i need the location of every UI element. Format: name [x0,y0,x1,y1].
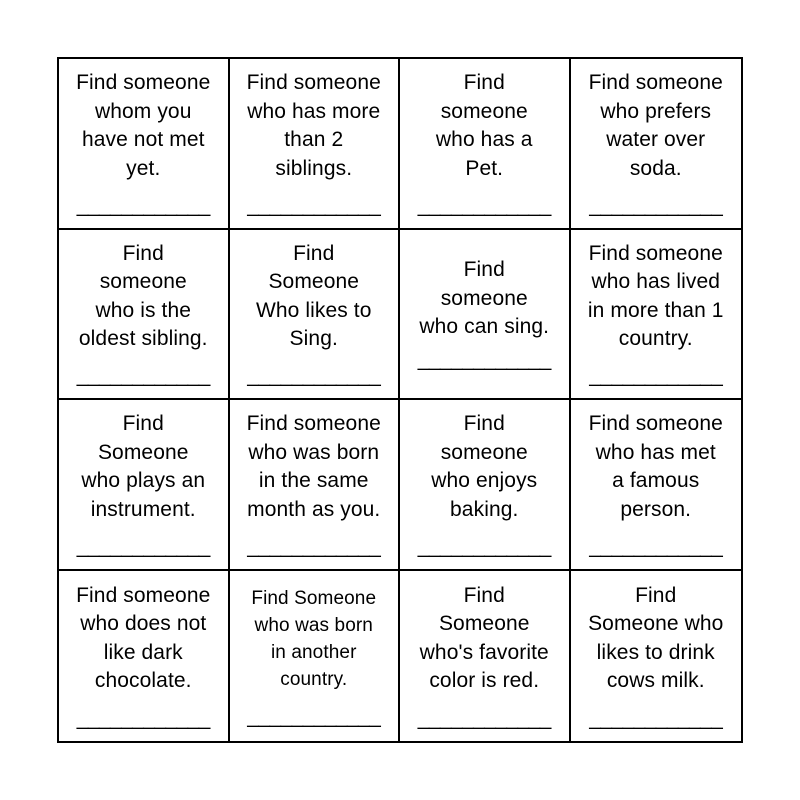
cell-prompt: Find someone whom you have not met yet. [76,71,211,180]
bingo-cell[interactable] [230,59,401,230]
cell-prompt: Find Someone who plays an instrument. [81,412,206,521]
cell-prompt: Find someone who does not like dark chocolate. [76,583,211,693]
signature-line: ____________ [417,193,551,217]
signature-line: ____________ [76,707,210,730]
bingo-cell[interactable] [400,230,571,401]
signature-line: ____________ [417,707,551,730]
signature-line: ____________ [247,534,381,558]
bingo-cell[interactable] [400,571,571,742]
bingo-cell[interactable] [230,400,401,571]
bingo-cell[interactable] [230,571,401,742]
cell-prompt: Find someone who enjoys baking. [431,412,538,521]
cell-prompt: Find someone who was born in the same month as you. [246,412,381,521]
cell-prompt: Find someone who can sing. [419,258,550,338]
signature-line: ____________ [417,348,551,371]
signature-line: ____________ [589,534,723,558]
bingo-cell[interactable] [59,59,230,230]
bingo-cell[interactable] [400,59,571,230]
bingo-cell[interactable] [400,400,571,571]
cell-prompt: Find someone who has met a famous person. [588,412,723,521]
bingo-cell[interactable] [59,571,230,742]
cell-prompt: Find Someone who likes to drink cows milk. [588,583,724,693]
cell-prompt: Find someone who has lived in more than 1 country. [587,241,724,351]
bingo-cell[interactable] [571,571,742,742]
bingo-cell[interactable] [59,230,230,401]
bingo-board [57,57,743,743]
bingo-cell[interactable] [571,230,742,401]
signature-line: ____________ [589,707,723,730]
cell-prompt: Find Someone who was born in another country. [251,587,377,690]
bingo-cell[interactable] [230,230,401,401]
bingo-cell[interactable] [571,59,742,230]
signature-line: ____________ [589,364,723,387]
signature-line: ____________ [247,364,381,387]
signature-line: ____________ [76,193,210,217]
cell-prompt: Find someone who prefers water over soda. [588,71,723,180]
cell-prompt: Find someone who has more than 2 siblings. [246,71,381,180]
signature-line: ____________ [76,364,210,387]
cell-prompt: Find Someone Who likes to Sing. [255,241,372,351]
cell-prompt: Find Someone who's favorite color is red. [419,583,549,693]
signature-line: ____________ [247,705,381,728]
signature-line: ____________ [417,534,551,558]
signature-line: ____________ [589,193,723,217]
cell-prompt: Find someone who has a Pet. [435,71,533,180]
signature-line: ____________ [76,534,210,558]
cell-prompt: Find someone who is the oldest sibling. [78,241,208,351]
bingo-cell[interactable] [59,400,230,571]
bingo-cell[interactable] [571,400,742,571]
signature-line: ____________ [247,193,381,217]
